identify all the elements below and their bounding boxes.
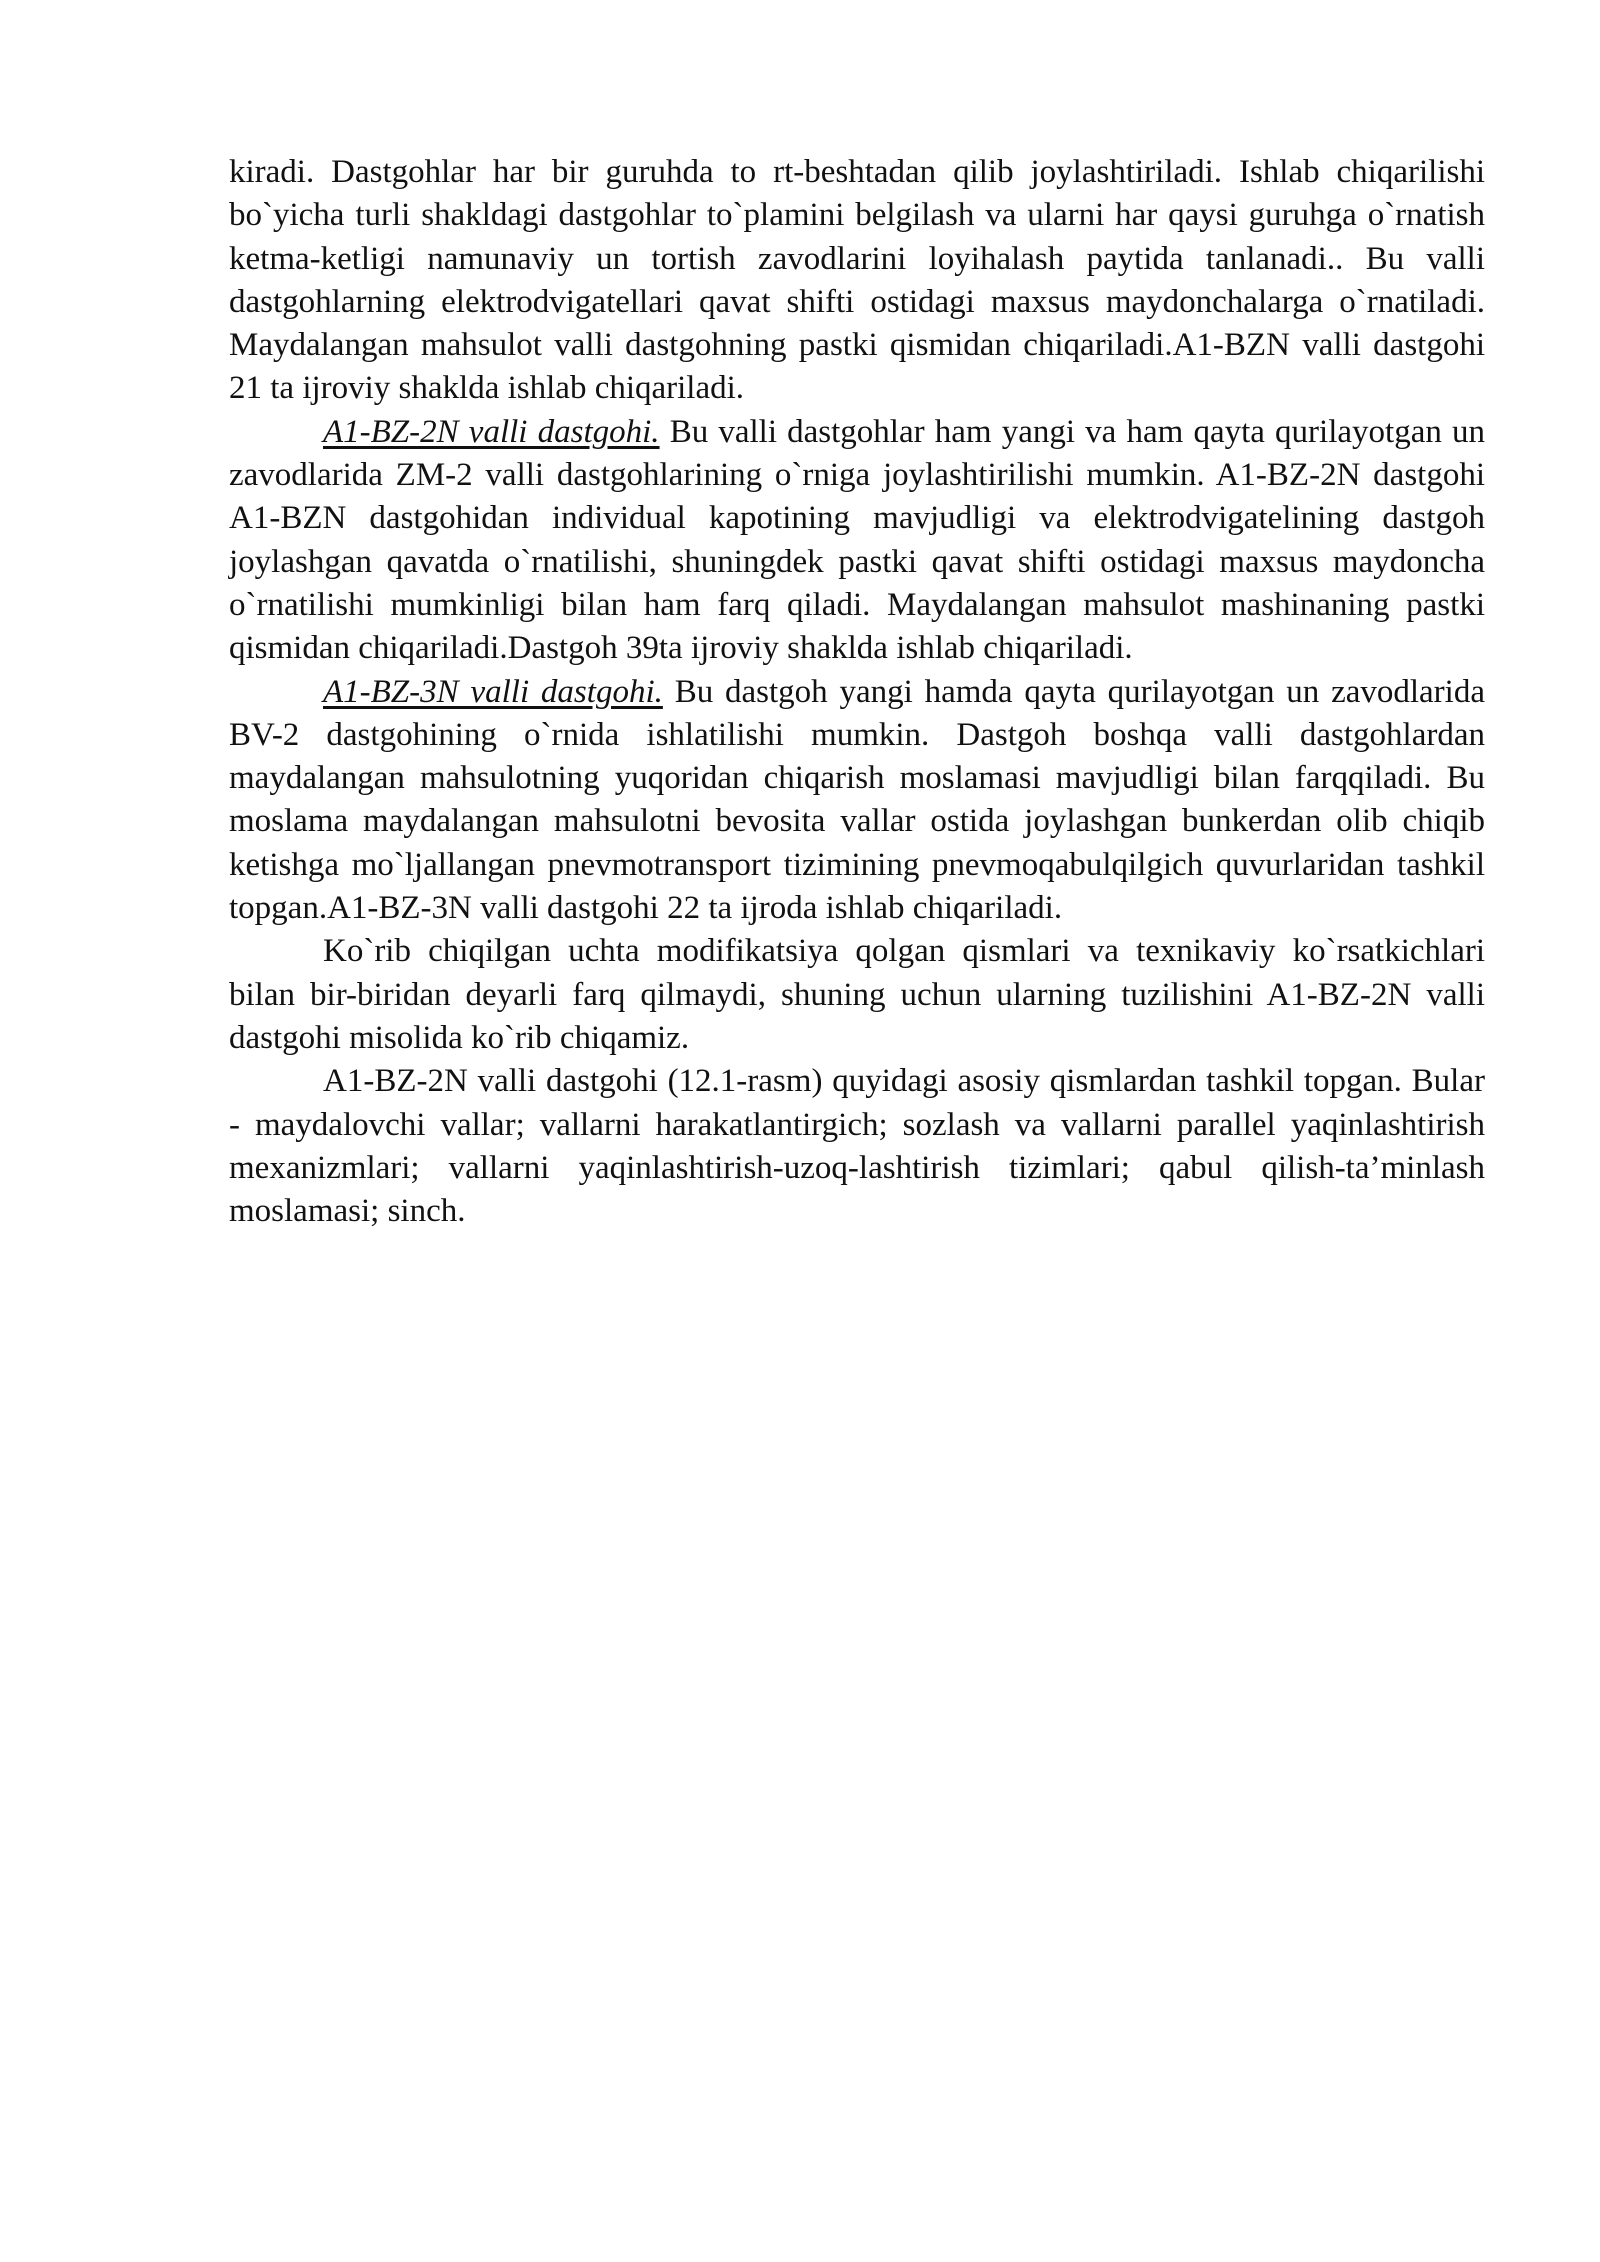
section-heading-a1-bz-2n: A1-BZ-2N valli dastgohi. [323, 413, 660, 450]
paragraph-3 [229, 671, 1485, 931]
document-body [229, 151, 1485, 1233]
paragraph-2-text: Bu valli dastgohlar ham yangi va ham qayta qurilayotgan un zavodlarida ZM-2 valli dastgohlarining o`rniga joylashtirilishi mumkin. A1-BZ-2N dastgohi A1-BZN dastgohidan individual kapotining mavjudligi va elektrodvigatelining dastgoh joylashgan qavatda o`rnatilishi, shuningdek pastki qavat shifti ostidagi maxsus maydoncha o`rnatilishi mumkinligi bilan ham farq qiladi. Maydalangan mahsulot mashinaning pastki qismidan chiqariladi.Dastgoh 39ta ijroviy shaklda ishlab chiqariladi. [229, 413, 1485, 667]
paragraph-2 [229, 411, 1485, 671]
paragraph-4 [229, 930, 1485, 1060]
paragraph-1-text: kiradi. Dastgohlar har bir guruhda to rt-beshtadan qilib joylashtiriladi. Ishlab chiqarilishi bo`yicha turli shakldagi dastgohlar to`plamini belgilash va ularni har qaysi guruhga o`rnatish ketma-ketligi namunaviy un tortish zavodlarini loyihalash paytida tanlanadi.. Bu valli dastgohlarning elektrodvigatellari qavat shifti ostidagi maxsus maydonchalarga o`rnatiladi. Maydalangan mahsulot valli dastgohning pastki qismidan chiqariladi.A1-BZN valli dastgohi 21 ta ijroviy shaklda ishlab chiqariladi. [229, 154, 1485, 407]
paragraph-5-text: A1-BZ-2N valli dastgohi (12.1-rasm) quyidagi asosiy qismlardan tashkil topgan. Bular - maydalovchi vallar; vallarni harakatlantirgich; sozlash va vallarni parallel yaqinlashtirish mexanizmlari; vallarni yaqinlashtirish-uzoq-lashtirish tizimlari; qabul qilish-ta’minlash moslamasi; sinch. [229, 1063, 1485, 1230]
section-heading-a1-bz-3n: A1-BZ-3N valli dastgohi. [323, 673, 663, 710]
paragraph-3-text: Bu dastgoh yangi hamda qayta qurilayotgan un zavodlarida BV-2 dastgohining o`rnida ishlatilishi mumkin. Dastgoh boshqa valli dastgohlardan maydalangan mahsulotning yuqoridan chiqarish moslamasi mavjudligi bilan farqqiladi. Bu moslama maydalangan mahsulotni bevosita vallar ostida joylashgan bunkerdan olib chiqib ketishga mo`ljallangan pnevmotransport tizimining pnevmoqabulqilgich quvurlaridan tashkil topgan.A1-BZ-3N valli dastgohi 22 ta ijroda ishlab chiqariladi. [229, 673, 1485, 927]
paragraph-5 [229, 1060, 1485, 1233]
paragraph-1 [229, 151, 1485, 411]
paragraph-4-text: Ko`rib chiqilgan uchta modifikatsiya qolgan qismlari va texnikaviy ko`rsatkichlari bilan bir-biridan deyarli farq qilmaydi, shuning uchun ularning tuzilishini A1-BZ-2N valli dastgohi misolida ko`rib chiqamiz. [229, 933, 1485, 1056]
